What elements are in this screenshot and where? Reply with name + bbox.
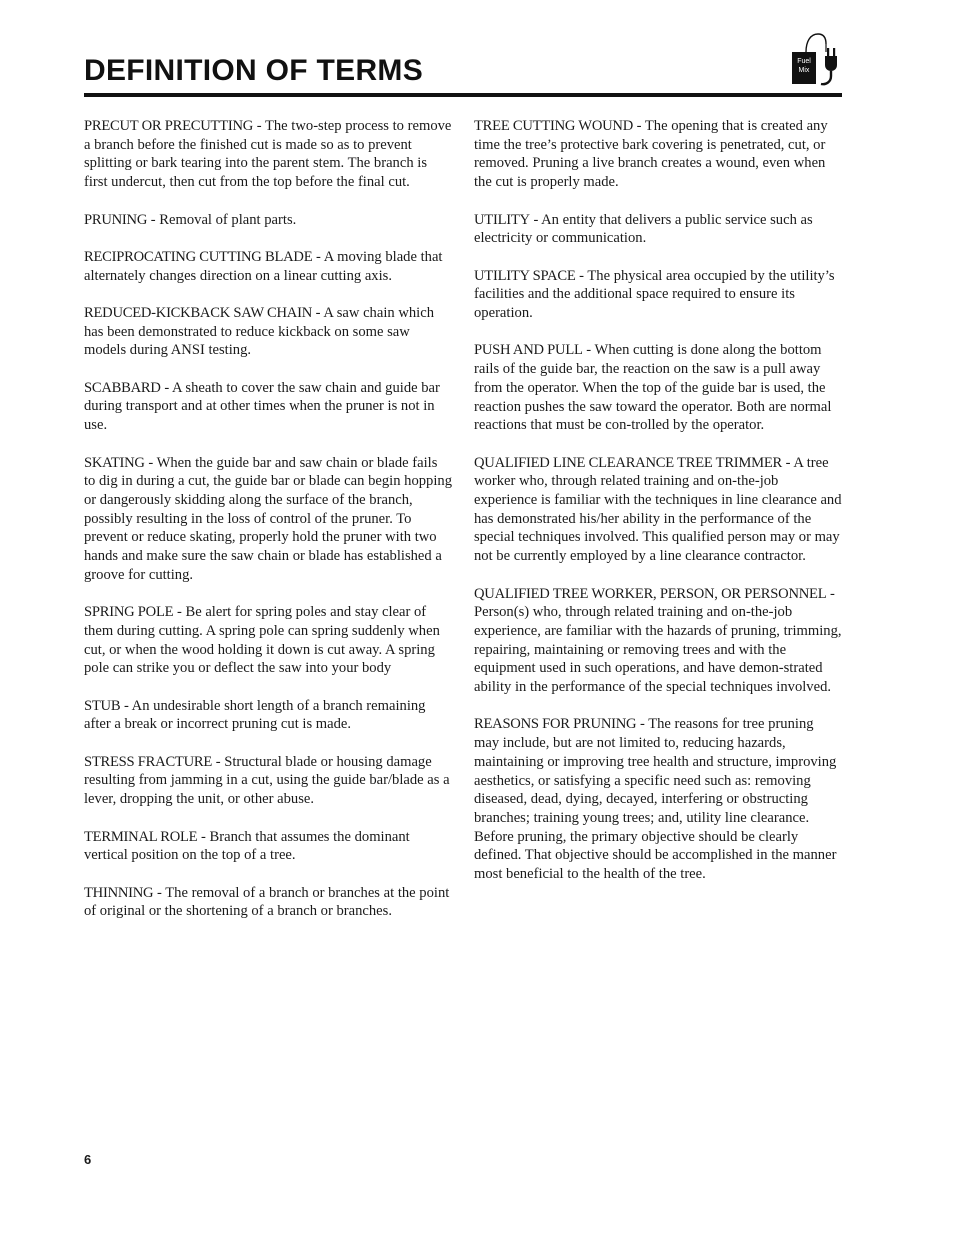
definition-entry <box>84 697 452 734</box>
term-definition: - Structural blade or housing damage resulting from jamming in a cut, using the guide bar/blade as a lever, dropping the unit, or other abuse. <box>84 753 450 808</box>
page-number: 6 <box>84 1152 92 1167</box>
definition-entry <box>474 715 842 883</box>
left-column <box>84 117 452 940</box>
term-name: QUALIFIED LINE CLEARANCE TREE TRIMMER <box>474 454 783 471</box>
definition-entry <box>84 211 452 230</box>
term-name: SKATING <box>84 454 145 471</box>
term-definition: - Branch that assumes the dominant vertical position on the top of a tree. <box>84 828 410 864</box>
definition-entry <box>474 117 842 192</box>
term-name: PRECUT OR PRECUTTING <box>84 118 254 134</box>
term-name: STUB <box>84 697 121 714</box>
term-definition: - An entity that delivers a public service such as electricity or communication. <box>474 211 813 247</box>
term-definition: - Be alert for spring poles and stay clear of them during cutting. A spring pole can spring suddenly when cut, or when the wood holding it down is cut away. A spring pole can strike you or deflect the saw into your body <box>84 604 440 677</box>
term-name: UTILITY SPACE <box>474 267 576 284</box>
term-name: RECIPROCATING CUTTING BLADE <box>84 248 313 265</box>
definition-entry <box>474 585 842 697</box>
term-definition: - Removal of plant parts. <box>147 211 297 228</box>
term-name: TREE CUTTING WOUND <box>474 118 633 134</box>
term-definition: - A saw chain which has been demonstrated to reduce kickback on some saw models during ANSI testing. <box>84 304 434 359</box>
definition-entry <box>84 379 452 435</box>
term-definition: - Person(s) who, through related training and on-the-job experience, are familiar with the hazards of pruning, trimming, repairing, maintaining or removing trees and with the equipment used in such operations, and have demon-strated ability in the performance of the special techniques involved. <box>474 585 842 696</box>
definition-entry <box>474 454 842 566</box>
term-name: PUSH AND PULL <box>474 342 583 359</box>
term-definition: - An undesirable short length of a branch remaining after a break or incorrect pruning cut is made. <box>84 697 426 733</box>
definition-entry <box>84 117 452 192</box>
term-definition: - The reasons for tree pruning may include, but are not limited to, reducing hazards, maintaining or improving tree health and structure, improving aesthetics, or satisfying a specific need such as: removing diseased, dead, dying, decayed, interfering or obstructing branches; training young trees; and, utility line clearance. Before pruning, the primary objective should be clearly defined. That objective should be accomplished in the manner most beneficial to the health of the tree. <box>474 716 837 883</box>
definition-entry <box>84 304 452 360</box>
term-name: REDUCED-KICKBACK SAW CHAIN <box>84 304 312 321</box>
term-definition: - The removal of a branch or branches at the point of original or the shortening of a branch or branches. <box>84 884 450 920</box>
logo-text-mix: Mix <box>798 67 810 74</box>
right-column <box>474 117 842 902</box>
definition-entry <box>84 603 452 678</box>
definition-entry <box>474 341 842 435</box>
term-definition: - The two-step process to remove a branch before the finished cut is made so as to prevent splitting or bark tearing into the parent stem. The branch is first undercut, then cut from the top before the final cut. <box>84 118 452 191</box>
term-name: PRUNING <box>84 211 148 228</box>
logo-text-fuel: Fuel <box>797 58 811 65</box>
definition-entry <box>84 753 452 809</box>
term-name: TERMINAL ROLE <box>84 828 198 845</box>
term-name: THINNING <box>84 884 154 901</box>
term-definition: - A sheath to cover the saw chain and guide bar during transport and at other times when the pruner is not in use. <box>84 379 440 434</box>
title-rule <box>84 93 842 97</box>
term-definition: - The physical area occupied by the utility’s facilities and the additional space required to ensure its operation. <box>474 267 835 321</box>
definition-entry <box>474 267 842 323</box>
term-name: SCABBARD <box>84 379 161 396</box>
fuel-mix-electric-plug-icon <box>790 32 850 88</box>
term-definition: - When cutting is done along the bottom rails of the guide bar, the reaction on the saw is a pull away from the operator. When the top of the guide bar is used, the reaction pushes the saw toward the operator. Both are normal reactions that must be con-trolled by the operator. <box>474 342 832 434</box>
definition-entry <box>84 884 452 921</box>
term-definition: - A moving blade that alternately changes direction on a linear cutting axis. <box>84 248 443 284</box>
page-title: DEFINITION OF TERMS <box>84 54 424 87</box>
definition-entry <box>84 828 452 865</box>
term-name: QUALIFIED TREE WORKER, PERSON, OR PERSONNEL <box>474 585 827 602</box>
term-name: UTILITY <box>474 211 530 228</box>
term-definition: - When the guide bar and saw chain or blade fails to dig in during a cut, the guide bar or blade can begin hopping or dangerously skidding along the surface of the branch, possibly resulting in the loss of control of the pruner. To prevent or reduce skating, properly hold the pruner with two hands and make sure the saw chain or blade has established a groove for cutting. <box>84 454 452 583</box>
term-name: REASONS FOR PRUNING <box>474 716 637 733</box>
term-name: SPRING POLE <box>84 604 174 621</box>
term-definition: - The opening that is created any time the tree’s protective bark covering is penetrated, cut, or removed. Pruning a live branch creates a wound, even when the cut is properly made. <box>474 118 828 191</box>
term-name: STRESS FRACTURE <box>84 753 213 770</box>
term-definition: - A tree worker who, through related training and on-the-job experience is familiar with the techniques in line clearance and has demonstrated his/her ability in the performance of the special techniques involved. This qualified person may or may not be currently employed by a line clearance contractor. <box>474 454 842 565</box>
definition-entry <box>84 248 452 285</box>
definition-entry <box>84 454 452 585</box>
definition-entry <box>474 211 842 248</box>
